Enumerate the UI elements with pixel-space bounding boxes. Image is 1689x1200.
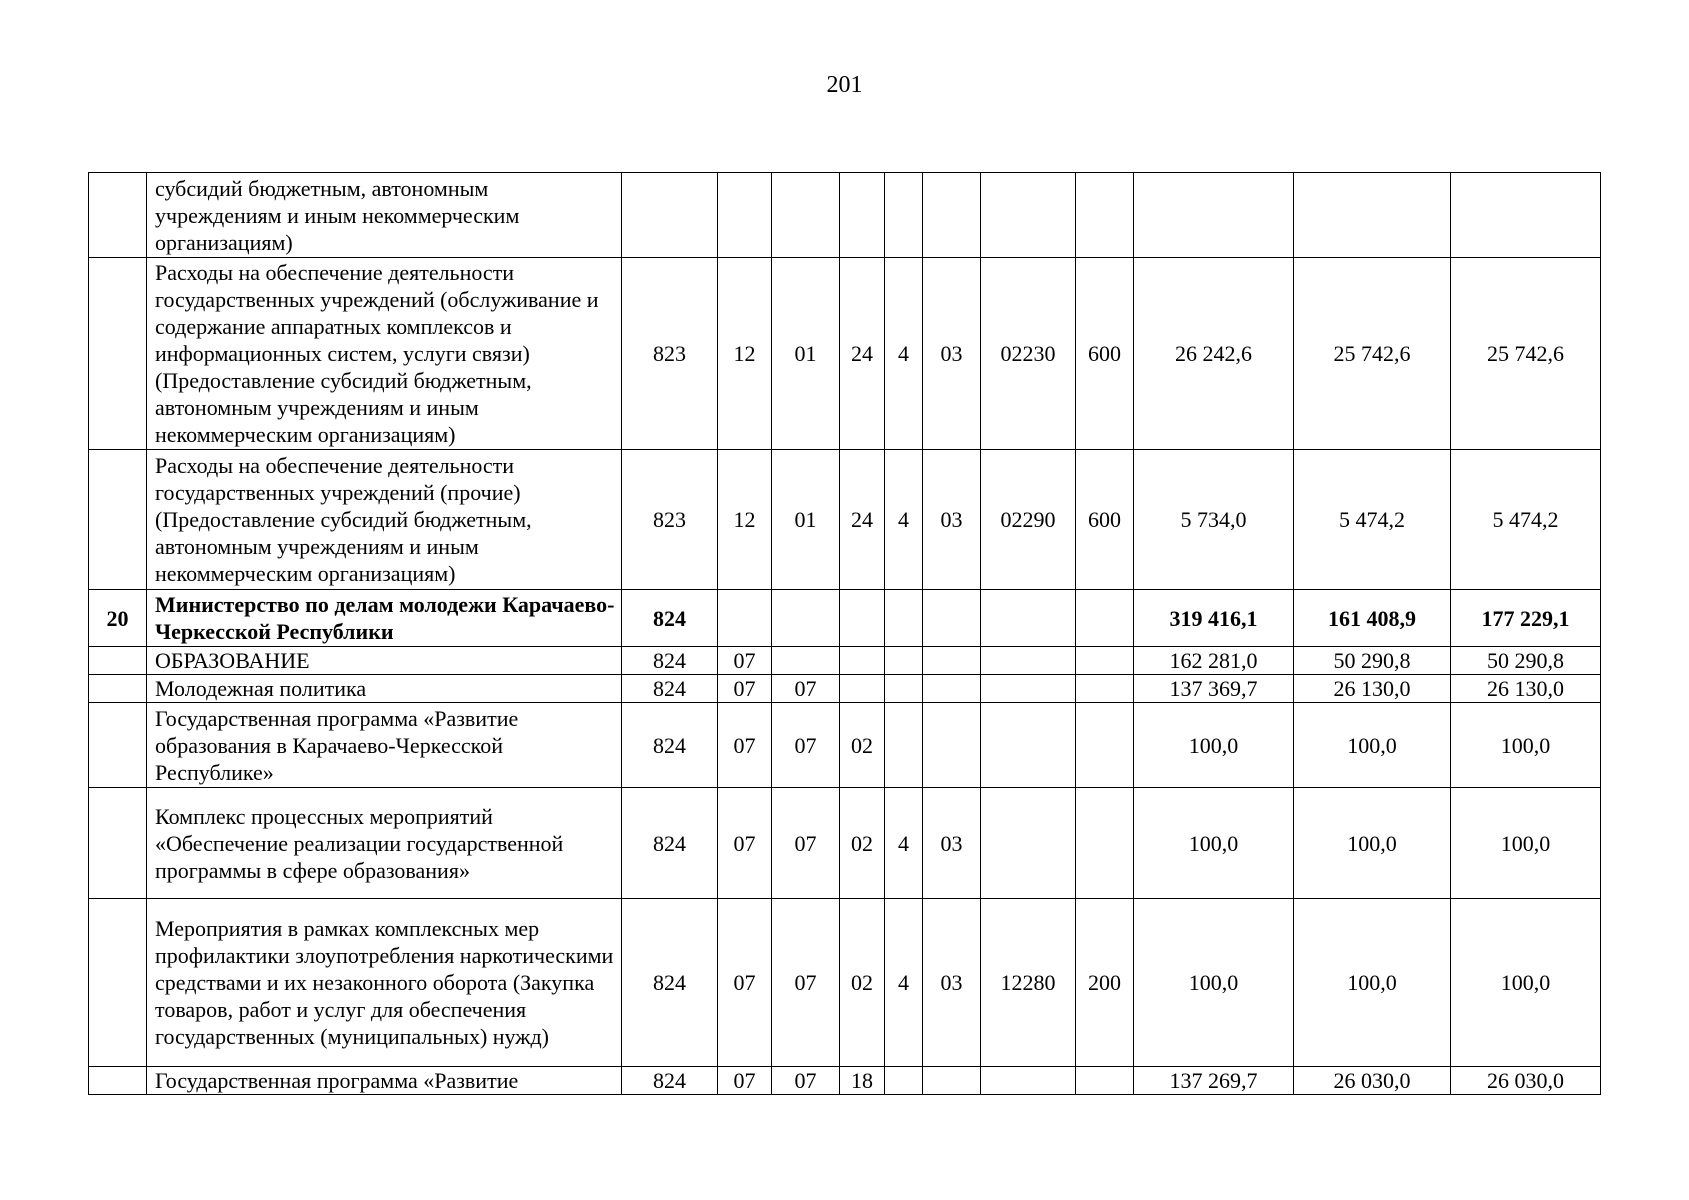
code-type	[885, 675, 923, 703]
code-subsection	[772, 590, 840, 647]
table-row	[89, 675, 1601, 703]
code-expense-type	[1076, 788, 1134, 899]
code-expense-type: 600	[1076, 450, 1134, 590]
code-expense-type	[1076, 647, 1134, 675]
amount-year-2: 26 130,0	[1294, 675, 1451, 703]
code-direction: 12280	[981, 899, 1076, 1067]
code-expense-type	[1076, 173, 1134, 258]
amount-year-1: 26 242,6	[1134, 258, 1294, 450]
table-row	[89, 899, 1601, 1067]
code-program	[840, 647, 885, 675]
amount-year-3: 177 229,1	[1451, 590, 1601, 647]
table-row	[89, 788, 1601, 899]
amount-year-2: 50 290,8	[1294, 647, 1451, 675]
row-number	[89, 703, 147, 788]
code-section: 07	[718, 899, 772, 1067]
code-type: 4	[885, 258, 923, 450]
code-program: 02	[840, 899, 885, 1067]
code-direction	[981, 1067, 1076, 1095]
amount-year-1: 100,0	[1134, 703, 1294, 788]
code-section: 07	[718, 647, 772, 675]
row-name: Министерство по делам молодежи Карачаево-Черкесской Республики	[147, 590, 622, 647]
code-program	[840, 173, 885, 258]
code-program: 24	[840, 258, 885, 450]
row-name: Государственная программа «Развитие образования в Карачаево-Черкесской Республике»	[147, 703, 622, 788]
amount-year-1: 137 369,7	[1134, 675, 1294, 703]
code-ved	[622, 173, 718, 258]
code-type	[885, 173, 923, 258]
code-subprogram	[923, 590, 981, 647]
code-direction: 02230	[981, 258, 1076, 450]
code-subsection: 07	[772, 703, 840, 788]
code-ved: 824	[622, 590, 718, 647]
code-section: 12	[718, 258, 772, 450]
row-number: 20	[89, 590, 147, 647]
row-name: Мероприятия в рамках комплексных мер профилактики злоупотребления наркотическими средствами и их незаконного оборота (Закупка товаров, работ и услуг для обеспечения государственных (муниципальных) нужд)	[147, 899, 622, 1067]
row-name: Комплекс процессных мероприятий «Обеспечение реализации государственной программы в сфере образования»	[147, 788, 622, 899]
code-ved: 824	[622, 1067, 718, 1095]
code-subsection: 07	[772, 1067, 840, 1095]
code-ved: 824	[622, 675, 718, 703]
row-number	[89, 173, 147, 258]
row-name: Расходы на обеспечение деятельности государственных учреждений (прочие) (Предоставление субсидий бюджетным, автономным учреждениям и иным некоммерческим организациям)	[147, 450, 622, 590]
code-subsection: 07	[772, 899, 840, 1067]
code-program: 02	[840, 788, 885, 899]
amount-year-2: 161 408,9	[1294, 590, 1451, 647]
amount-year-2: 100,0	[1294, 788, 1451, 899]
code-section: 07	[718, 1067, 772, 1095]
code-direction	[981, 647, 1076, 675]
amount-year-2	[1294, 173, 1451, 258]
amount-year-3: 26 030,0	[1451, 1067, 1601, 1095]
code-ved: 823	[622, 258, 718, 450]
amount-year-2: 25 742,6	[1294, 258, 1451, 450]
row-number	[89, 675, 147, 703]
code-subprogram	[923, 173, 981, 258]
code-direction	[981, 703, 1076, 788]
row-number	[89, 788, 147, 899]
code-subprogram	[923, 1067, 981, 1095]
code-expense-type	[1076, 703, 1134, 788]
amount-year-3: 50 290,8	[1451, 647, 1601, 675]
code-type: 4	[885, 450, 923, 590]
code-type	[885, 647, 923, 675]
code-direction	[981, 788, 1076, 899]
code-subsection	[772, 647, 840, 675]
code-ved: 824	[622, 647, 718, 675]
code-subsection: 07	[772, 675, 840, 703]
table-row	[89, 450, 1601, 590]
amount-year-3: 100,0	[1451, 703, 1601, 788]
table-row	[89, 1067, 1601, 1095]
amount-year-1	[1134, 173, 1294, 258]
amount-year-1: 100,0	[1134, 788, 1294, 899]
code-ved: 824	[622, 899, 718, 1067]
amount-year-1: 5 734,0	[1134, 450, 1294, 590]
amount-year-3: 100,0	[1451, 788, 1601, 899]
amount-year-3: 100,0	[1451, 899, 1601, 1067]
table-row	[89, 258, 1601, 450]
code-subprogram	[923, 647, 981, 675]
code-program	[840, 590, 885, 647]
code-subprogram: 03	[923, 899, 981, 1067]
code-expense-type	[1076, 590, 1134, 647]
code-subsection	[772, 173, 840, 258]
code-expense-type	[1076, 675, 1134, 703]
code-ved: 824	[622, 788, 718, 899]
amount-year-3: 5 474,2	[1451, 450, 1601, 590]
code-type	[885, 590, 923, 647]
code-program	[840, 675, 885, 703]
code-subsection: 01	[772, 450, 840, 590]
code-expense-type: 600	[1076, 258, 1134, 450]
amount-year-2: 100,0	[1294, 703, 1451, 788]
code-program: 24	[840, 450, 885, 590]
code-subprogram: 03	[923, 450, 981, 590]
code-program: 02	[840, 703, 885, 788]
row-name: Государственная программа «Развитие	[147, 1067, 622, 1095]
table-row	[89, 173, 1601, 258]
code-type	[885, 1067, 923, 1095]
code-program: 18	[840, 1067, 885, 1095]
code-subprogram	[923, 703, 981, 788]
row-number	[89, 647, 147, 675]
code-direction: 02290	[981, 450, 1076, 590]
code-type	[885, 703, 923, 788]
code-ved: 824	[622, 703, 718, 788]
amount-year-3: 26 130,0	[1451, 675, 1601, 703]
amount-year-3	[1451, 173, 1601, 258]
amount-year-2: 5 474,2	[1294, 450, 1451, 590]
code-subprogram: 03	[923, 258, 981, 450]
code-subsection: 07	[772, 788, 840, 899]
row-name: ОБРАЗОВАНИЕ	[147, 647, 622, 675]
code-section: 12	[718, 450, 772, 590]
code-subprogram: 03	[923, 788, 981, 899]
code-subsection: 01	[772, 258, 840, 450]
code-type: 4	[885, 788, 923, 899]
row-number	[89, 258, 147, 450]
code-section: 07	[718, 675, 772, 703]
page-number: 201	[826, 72, 863, 98]
code-direction	[981, 590, 1076, 647]
code-section: 07	[718, 788, 772, 899]
code-expense-type: 200	[1076, 899, 1134, 1067]
row-name: субсидий бюджетным, автономным учреждениям и иным некоммерческим организациям)	[147, 173, 622, 258]
code-expense-type	[1076, 1067, 1134, 1095]
code-direction	[981, 675, 1076, 703]
table-row	[89, 703, 1601, 788]
row-name: Молодежная политика	[147, 675, 622, 703]
amount-year-1: 100,0	[1134, 899, 1294, 1067]
amount-year-1: 319 416,1	[1134, 590, 1294, 647]
amount-year-2: 100,0	[1294, 899, 1451, 1067]
code-section	[718, 173, 772, 258]
amount-year-3: 25 742,6	[1451, 258, 1601, 450]
row-number	[89, 899, 147, 1067]
table-row	[89, 590, 1601, 647]
code-direction	[981, 173, 1076, 258]
code-subprogram	[923, 675, 981, 703]
budget-table	[88, 172, 1601, 1095]
row-number	[89, 450, 147, 590]
amount-year-1: 137 269,7	[1134, 1067, 1294, 1095]
code-type: 4	[885, 899, 923, 1067]
code-section: 07	[718, 703, 772, 788]
code-ved: 823	[622, 450, 718, 590]
amount-year-1: 162 281,0	[1134, 647, 1294, 675]
amount-year-2: 26 030,0	[1294, 1067, 1451, 1095]
code-section	[718, 590, 772, 647]
table-row	[89, 647, 1601, 675]
row-number	[89, 1067, 147, 1095]
row-name: Расходы на обеспечение деятельности государственных учреждений (обслуживание и содержание аппаратных комплексов и информационных систем, услуги связи) (Предоставление субсидий бюджетным, автономным учреждениям и иным некоммерческим организациям)	[147, 258, 622, 450]
